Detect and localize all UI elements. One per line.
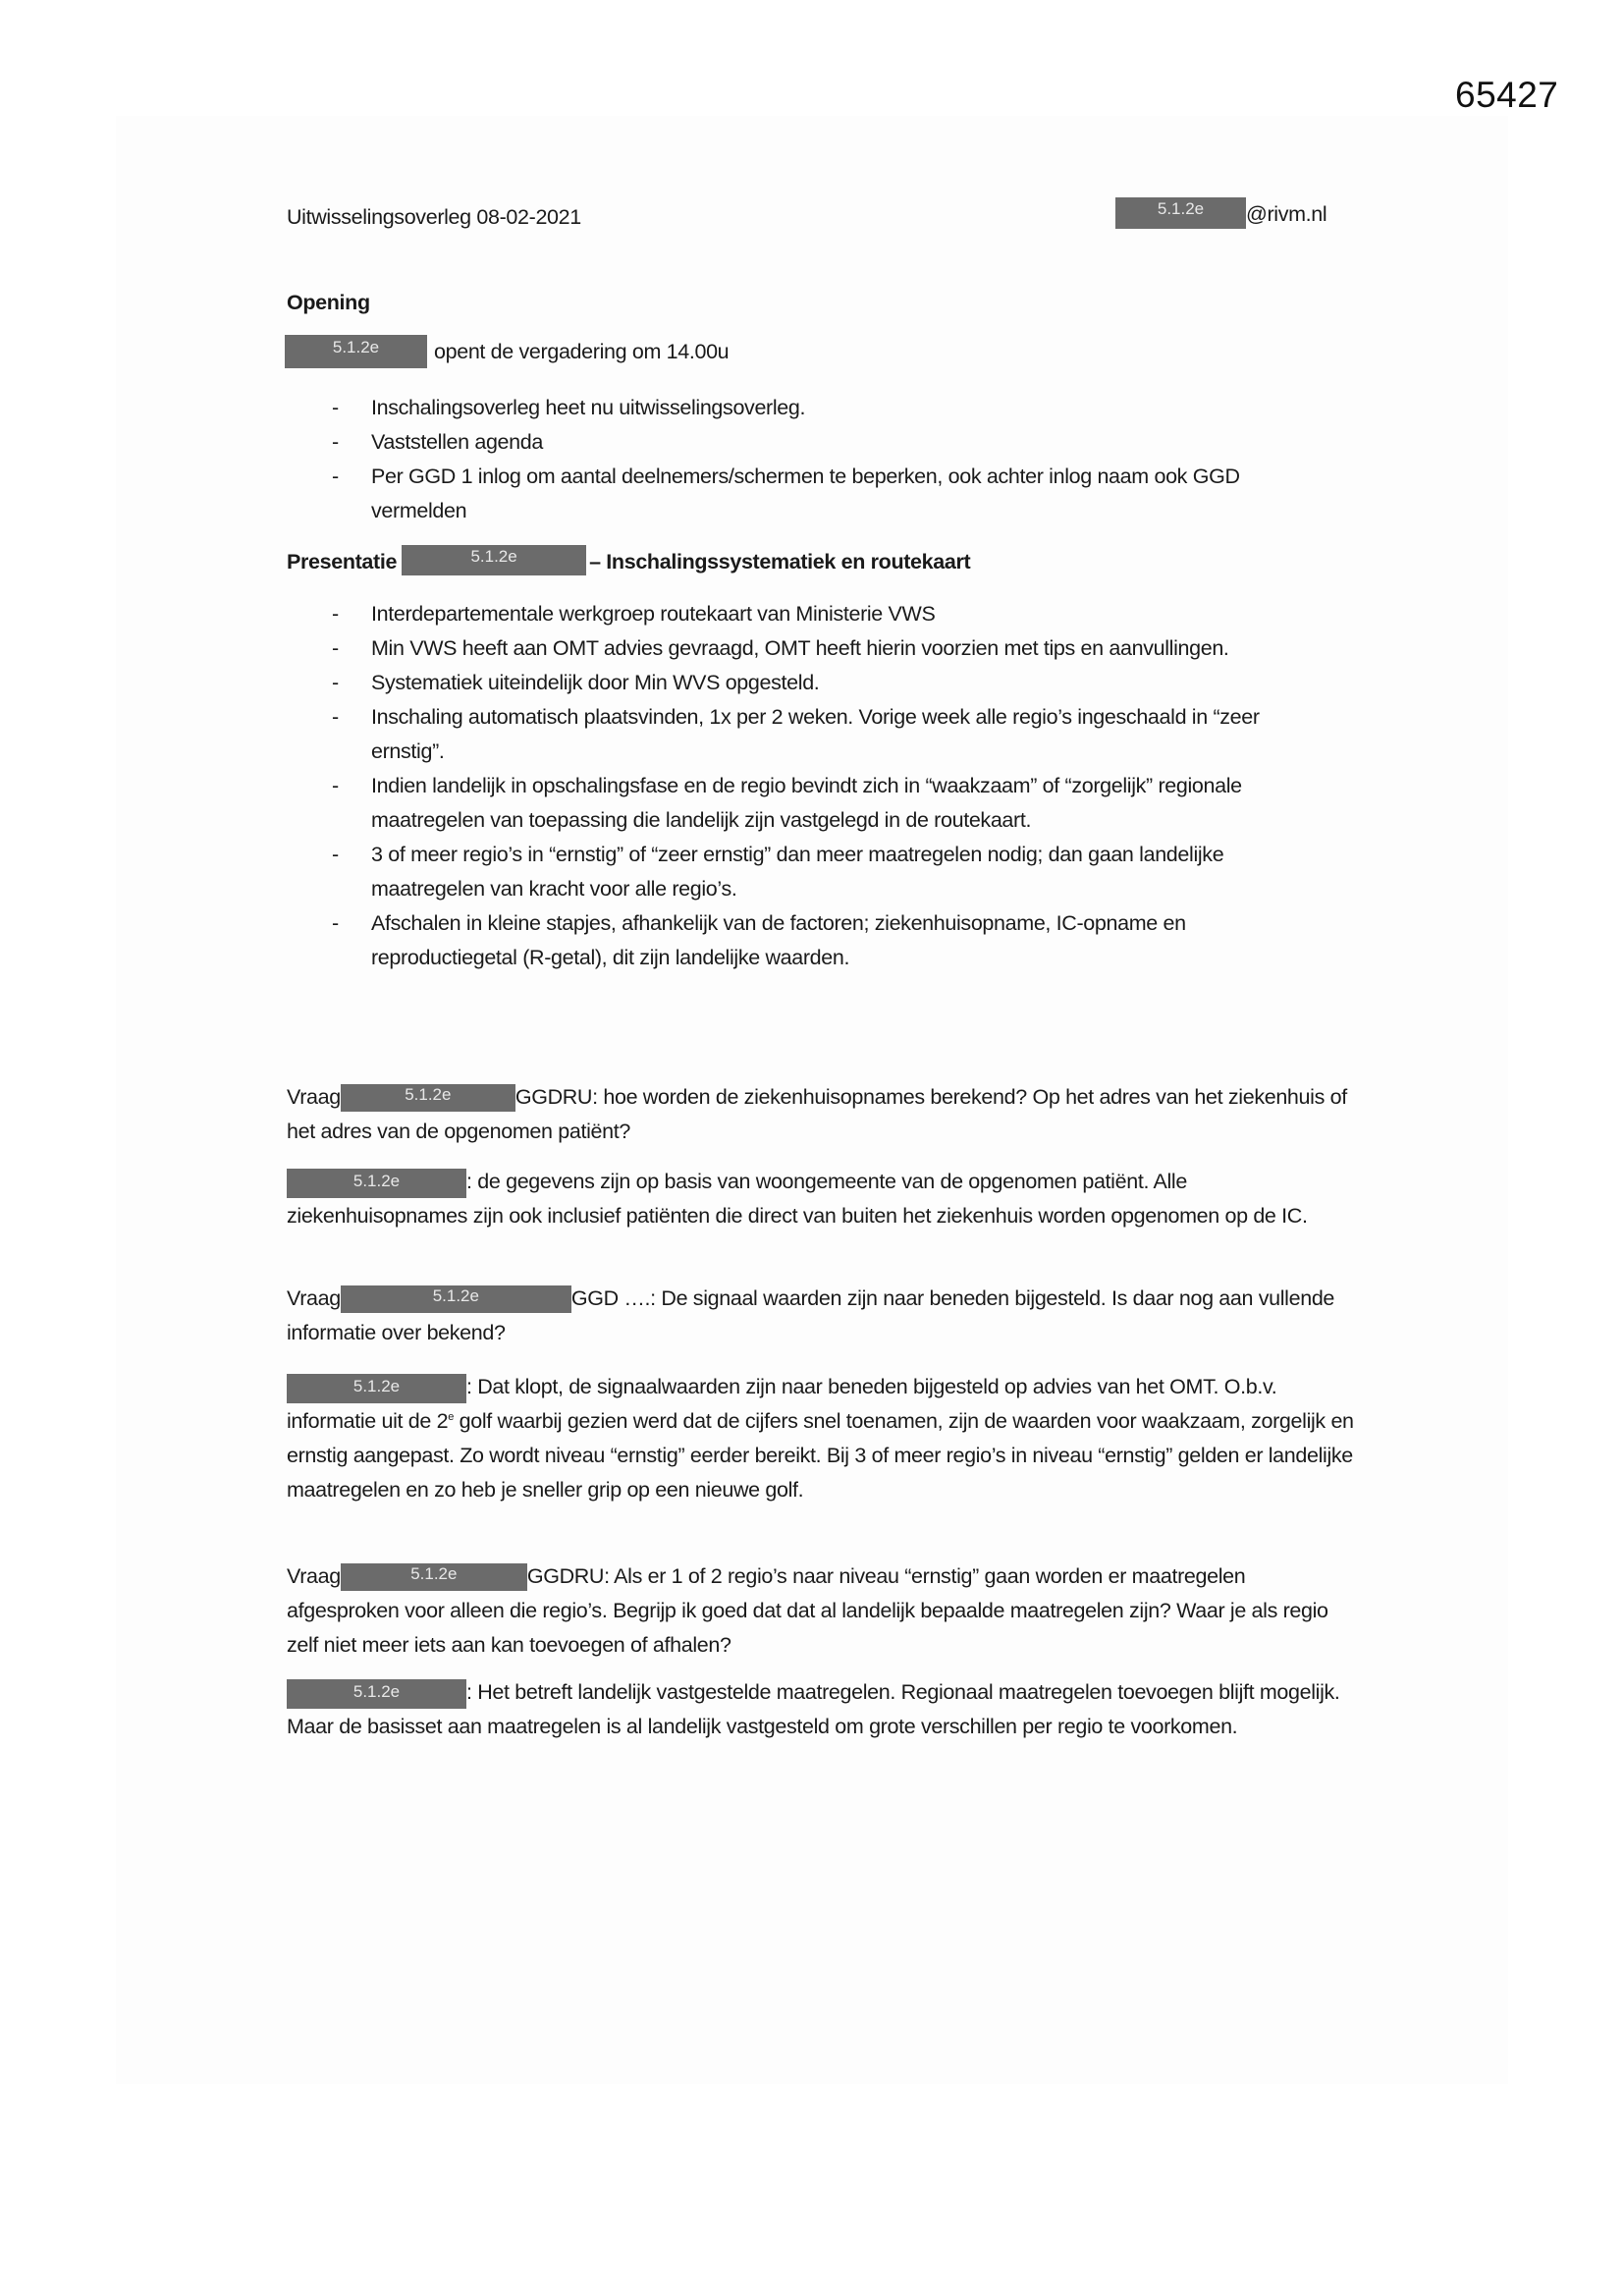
redaction-box: 5.1.2e <box>285 335 427 368</box>
redaction-box: 5.1.2e <box>287 1679 466 1709</box>
list-item: - Afschalen in kleine stapjes, afhankelijk van de factoren; ziekenhuisopname, IC-opname en reproductiegetal (R-getal), dit zijn landelijke waarden. <box>287 906 1327 975</box>
document-title: Uitwisselingsoverleg 08-02-2021 <box>287 205 581 229</box>
redaction-box: 5.1.2e <box>341 1563 527 1591</box>
presentation-heading: Presentatie 5.1.2e – Inschalingssystematiek en routekaart <box>287 547 971 574</box>
question-paragraph: Vraag 5.1.2e GGD ….: De signaal waarden zijn naar beneden bijgesteld. Is daar nog aan vullende informatie over bekend? <box>287 1286 1335 1344</box>
redaction-box: 5.1.2e <box>287 1169 466 1198</box>
redaction-box: 5.1.2e <box>287 1374 466 1403</box>
dash-bullet-icon: - <box>332 602 339 626</box>
dash-bullet-icon: - <box>332 396 339 419</box>
answer-paragraph: 5.1.2e : Het betreft landelijk vastgestelde maatregelen. Regionaal maatregelen toevoegen blijft mogelijk. Maar de basisset aan maatregelen is al landelijk vastgesteld om grote verschillen per regio te voorkomen. <box>287 1680 1340 1738</box>
email-domain: @rivm.nl <box>1246 202 1327 226</box>
dash-bullet-icon: - <box>332 843 339 866</box>
opening-bullet-list <box>287 391 1327 528</box>
page-number: 65427 <box>1455 75 1559 115</box>
list-item: - Indien landelijk in opschalingsfase en de regio bevindt zich in “waakzaam” of “zorgelijk” regionale maatregelen van toepassing die landelijk zijn vastgelegd in de routekaart. <box>287 769 1327 838</box>
redaction-box: 5.1.2e <box>402 545 586 575</box>
list-item: - Interdepartementale werkgroep routekaart van Ministerie VWS <box>287 597 1327 631</box>
dash-bullet-icon: - <box>332 774 339 797</box>
answer-paragraph: 5.1.2e : de gegevens zijn op basis van woongemeente van de opgenomen patiënt. Alle ziekenhuisopnames zijn ook inclusief patiënten die direct van buiten het ziekenhuis worden opgenomen op de IC. <box>287 1170 1308 1228</box>
question-paragraph: Vraag 5.1.2e GGDRU: Als er 1 of 2 regio’s naar niveau “ernstig” gaan worden er maatregelen afgesproken voor alleen die regio’s. Begrijp ik goed dat dat al landelijk bepaalde maatregelen zijn? Waar je als regio zelf niet meer iets aan kan toevoegen of afhalen? <box>287 1564 1328 1657</box>
list-item: - Systematiek uiteindelijk door Min WVS opgesteld. <box>287 666 1327 700</box>
dash-bullet-icon: - <box>332 636 339 660</box>
presentation-bullet-list <box>287 597 1327 975</box>
list-item: - Vaststellen agenda <box>287 425 1327 460</box>
answer-paragraph: 5.1.2e : Dat klopt, de signaalwaarden zijn naar beneden bijgesteld op advies van het OMT. O.b.v. informatie uit de 2e golf waarbij gezien werd dat de cijfers snel toenamen, zijn de waarden voor waakzaam, zorgelijk en ernstig aangepast. Zo wordt niveau “ernstig” eerder bereikt. Bij 3 of meer regio’s in niveau “ernstig” gelden er landelijke maatregelen en zo heb je sneller grip op een nieuwe golf. <box>287 1375 1354 1502</box>
opening-heading: Opening <box>287 291 370 314</box>
question-paragraph: Vraag 5.1.2e GGDRU: hoe worden de ziekenhuisopnames berekend? Op het adres van het ziekenhuis of het adres van de opgenomen patiënt? <box>287 1085 1347 1143</box>
list-item: - Inschalingsoverleg heet nu uitwisselingsoverleg. <box>287 391 1327 425</box>
dash-bullet-icon: - <box>332 465 339 488</box>
dash-bullet-icon: - <box>332 911 339 935</box>
author-email <box>1115 197 1326 232</box>
dash-bullet-icon: - <box>332 705 339 729</box>
list-item: - Per GGD 1 inlog om aantal deelnemers/schermen te beperken, ook achter inlog naam ook GGD vermelden <box>287 460 1327 528</box>
redaction-box: 5.1.2e <box>341 1285 571 1313</box>
list-item: - Min VWS heeft aan OMT advies gevraagd, OMT heeft hierin voorzien met tips en aanvullingen. <box>287 631 1327 666</box>
opening-line <box>285 335 729 369</box>
opening-text: opent de vergadering om 14.00u <box>434 340 730 363</box>
redaction-box: 5.1.2e <box>1115 197 1246 229</box>
redaction-box: 5.1.2e <box>341 1084 515 1112</box>
list-item: - 3 of meer regio’s in “ernstig” of “zeer ernstig” dan meer maatregelen nodig; dan gaan landelijke maatregelen van kracht voor alle regio’s. <box>287 838 1327 906</box>
list-item: - Inschaling automatisch plaatsvinden, 1x per 2 weken. Vorige week alle regio’s ingeschaald in “zeer ernstig”. <box>287 700 1327 769</box>
dash-bullet-icon: - <box>332 430 339 454</box>
dash-bullet-icon: - <box>332 671 339 694</box>
